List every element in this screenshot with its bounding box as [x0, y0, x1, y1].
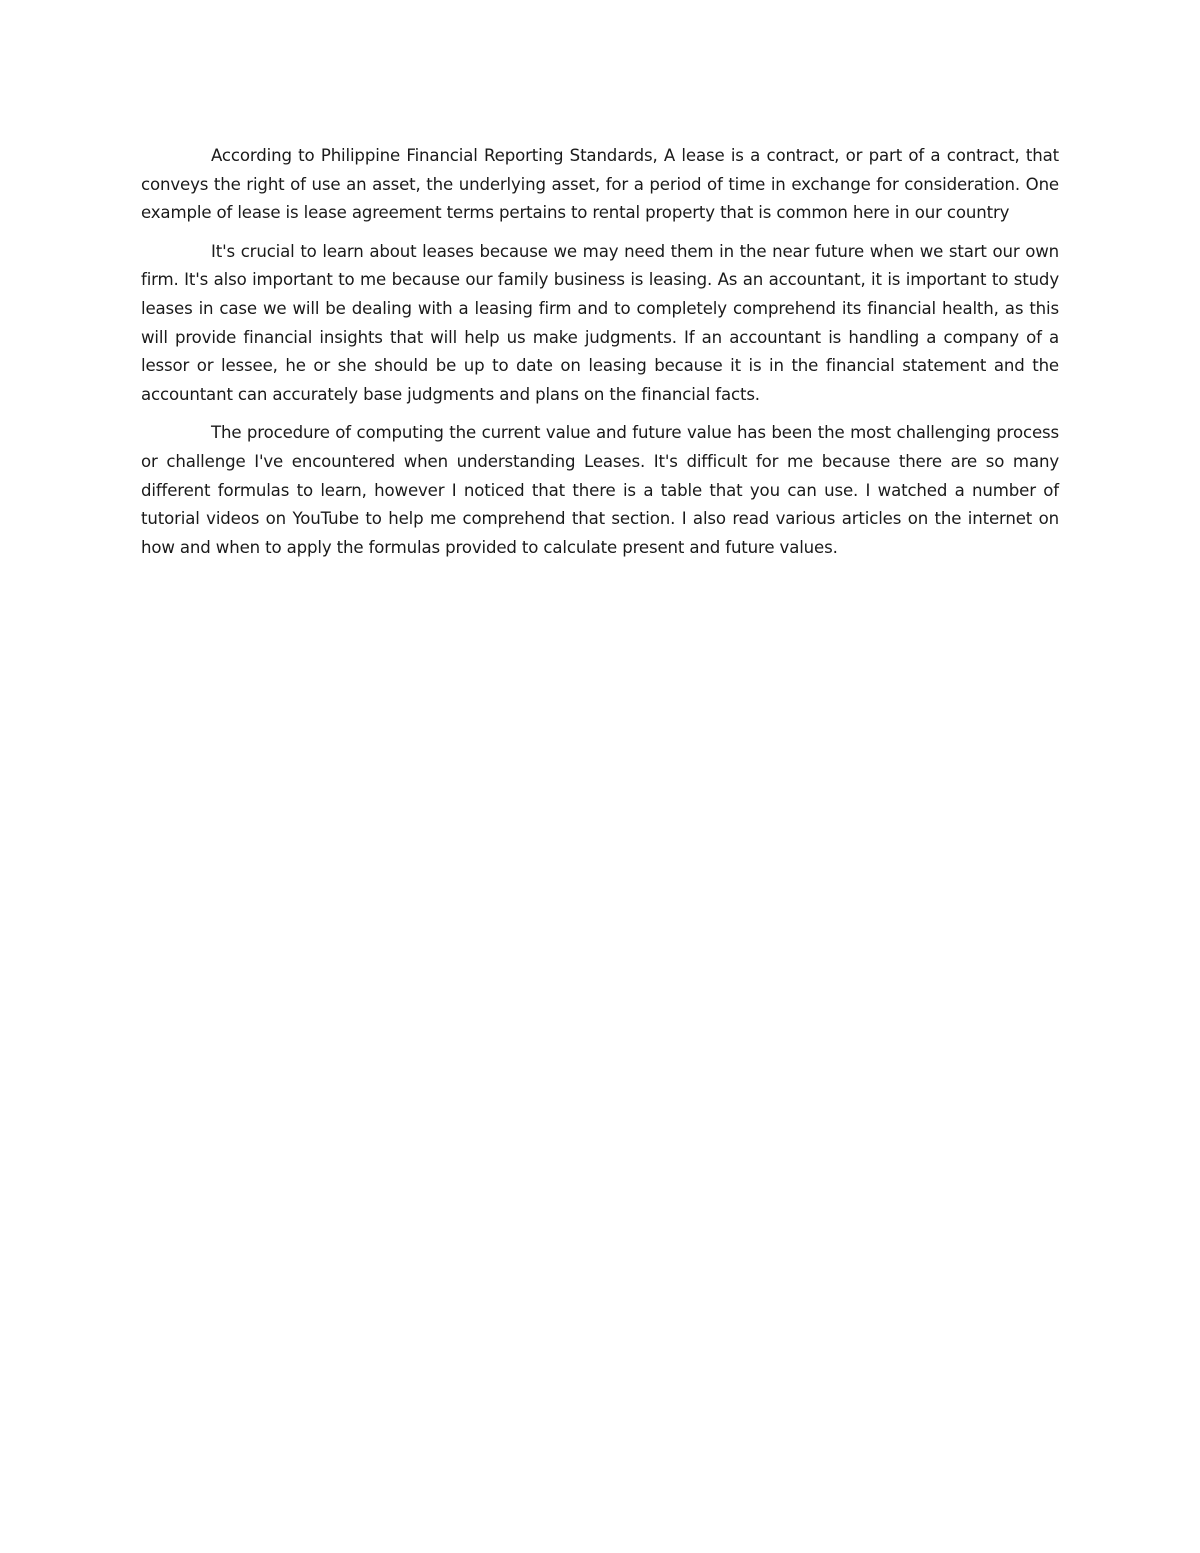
- paragraph-challenges: The procedure of computing the current value and future value has been the most challenging process or challenge I've encountered when understanding Leases. It's difficult for me because there are so many different formulas to learn, however I noticed that there is a table that you can use. I watched a number of tutorial videos on YouTube to help me comprehend that section. I also read various articles on the internet on how and when to apply the formulas provided to calculate present and future values.: [141, 423, 1059, 557]
- document-body: [141, 142, 1059, 572]
- paragraph-importance-of-leases: It's crucial to learn about leases because we may need them in the near future when we start our own firm. It's also important to me because our family business is leasing. As an accountant, it is important to study leases in case we will be dealing with a leasing firm and to completely comprehend its financial health, as this will provide financial insights that will help us make judgments. If an accountant is handling a company of a lessor or lessee, he or she should be up to date on leasing because it is in the financial statement and the accountant can accurately base judgments and plans on the financial facts.: [141, 241, 1059, 404]
- paragraph-lease-definition: According to Philippine Financial Reporting Standards, A lease is a contract, or part of a contract, that conveys the right of use an asset, the underlying asset, for a period of time in exchange for consideration. One example of lease is lease agreement terms pertains to rental property that is common here in our country: [141, 146, 1059, 223]
